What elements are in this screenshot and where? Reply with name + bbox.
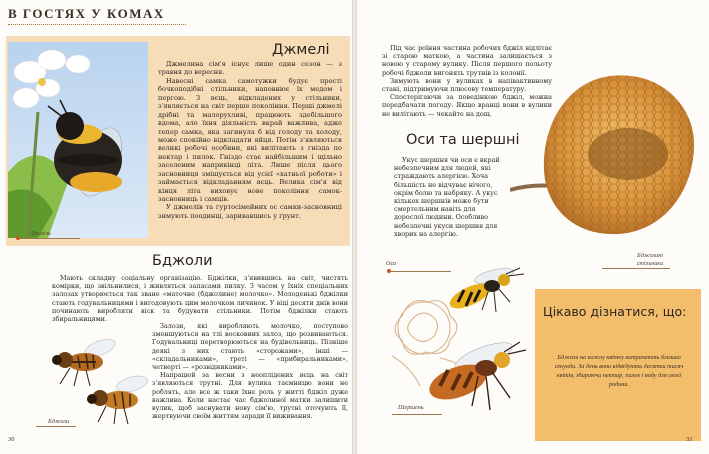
bees-caption: Бджоли bbox=[48, 418, 70, 425]
fact-body: Бджоли на кожну квітку витрачають близько секунди. За день вони відвідують десятки тисяч квітів, збираючи нектар, пилок і воду для своєї родини. bbox=[554, 354, 684, 388]
wasps-heading: Оси та шершні bbox=[406, 132, 520, 148]
bumblebee-photo bbox=[8, 42, 148, 238]
bees-text-top bbox=[52, 274, 348, 323]
bumblebees-paragraph: У джмелів та гуртосімейних ос самки-засновниці зимують поодинці, заривавшись у ґрунт. bbox=[158, 203, 342, 220]
bumblebees-paragraph: Джмелина сім'я існує лише один сезон — з травня до вересня. bbox=[158, 60, 342, 77]
right-top-paragraph: Під час роїння частина робочих бджіл відлітає зі старою маткою, а частина залишається з новою у старому вулику. Після першого польоту робочі бджоли вигонять трутнів із колонії. bbox=[382, 44, 552, 77]
caption-rule bbox=[20, 238, 80, 239]
hornet-caption: Шершень bbox=[398, 404, 424, 411]
hornet-illustration bbox=[380, 286, 534, 446]
title-rule bbox=[8, 24, 186, 25]
bees-heading: Бджоли bbox=[152, 253, 213, 269]
caption-rule bbox=[392, 414, 442, 415]
bees-illustration bbox=[30, 338, 150, 430]
bees-paragraph: Мають складну соціальну організацію. Бджілки, з'явившись на світ, чистять комірки, що звільнилися, і живляться запасами пилку. З часом у їхніх спеціальних залозах утворюється так зване «маточне (бджолине) молочко». Молоденькі бджілки стають годувальницями і вигодовують цим молочком личинок. У віці десяти днів вони починають виробляти віск та будувати стільники. Потім бджілки стають збиральницями. bbox=[52, 274, 348, 323]
wasps-paragraph: Укус шершня чи оси є вкрай небезпечним для людей, які страждають алергією. Хоча більшість не відчуває нічого, окрім болю та набряку. А укус кількох шершнів може бути смертельним навіть для дорослої людини. Особливо небезпечні укуси шершня для хворих на алергію. bbox=[394, 156, 500, 238]
bees-paragraph: Напрацюй за весни з неоплідених яєць на світ з'являються трутні. Для вулика таємницю вони не роблять, але все ж таки їхнє роль у житті бджіл дуже важлива. Коли настає час бджолиної матки залишити вулик, щоб заснувати нову сім'ю, трутні оточують її, жертвуючи своїм життям заради її виживання. bbox=[152, 371, 348, 421]
bees-text-bottom bbox=[152, 322, 348, 420]
bees-paragraph: Залози, які виробляють молочко, поступово зменшуються на тлі восковиих залоз, що розвиваються. Годувальниці перетворюються на будівельниць. Пізніше деякі з них стають «сторожами», інші — «складальниками», треті — «прибиральниками», четверті — «розвідниками». bbox=[152, 322, 348, 371]
bumblebees-text bbox=[158, 60, 342, 220]
honeycomb-caption: Бджолині стільники bbox=[636, 252, 664, 268]
wasps-text bbox=[394, 156, 506, 238]
caption-rule bbox=[602, 268, 670, 269]
fact-title: Цікаво дізнатися, що: bbox=[543, 304, 687, 319]
page-number-left: 30 bbox=[8, 436, 15, 443]
bumblebees-heading: Джмелі bbox=[272, 42, 330, 58]
bumblebee-illustration bbox=[8, 42, 148, 238]
honeycomb-illustration bbox=[510, 56, 706, 252]
section-title: В ГОСТЯХ У КОМАХ bbox=[8, 6, 165, 21]
bumblebee-caption: Джміль bbox=[30, 230, 51, 237]
wasp-caption: Оса bbox=[386, 260, 397, 267]
bumblebees-paragraph: Навесні самка самотужки будує прості бочкоподібні стільники, наповнює їх медом і пергою. З яєць, відкладених у стільники, з'являється на світ перше покоління. Перші джмелі дрібні та малорухливі, працюють здебільшого вдома, але їхня діяльність вкрай важлива, адже тепер самка, яка загинула б від голоду та холоду, може спокійно відкладати яйця. Потім з'являються великі робочі особини, які вилітають з гнізда по нектар і пилок. Гніздо стає найбільшим і щільно заселеним наприкінці літа. Лише після цього засновниця зміщується від усієї «хатньої роботи» і займається відкладанням яєць. Велика сім'я від кінця літа виховує нове покоління самок-засновниць і самців. bbox=[158, 76, 342, 203]
caption-rule bbox=[36, 426, 76, 427]
right-top-paragraph: Зимують вони у вуликах в напівактивному стані, підтримуючи плюсову температуру. bbox=[382, 76, 552, 93]
right-top-paragraph: Спостерігаючи за поведінкою бджіл, можна передбачати погоду. Якщо вранці вони в вулики не вилітають — чекайте на дощ. bbox=[382, 93, 552, 118]
caption-rule bbox=[391, 271, 451, 272]
page-number-right: 31 bbox=[686, 436, 693, 443]
